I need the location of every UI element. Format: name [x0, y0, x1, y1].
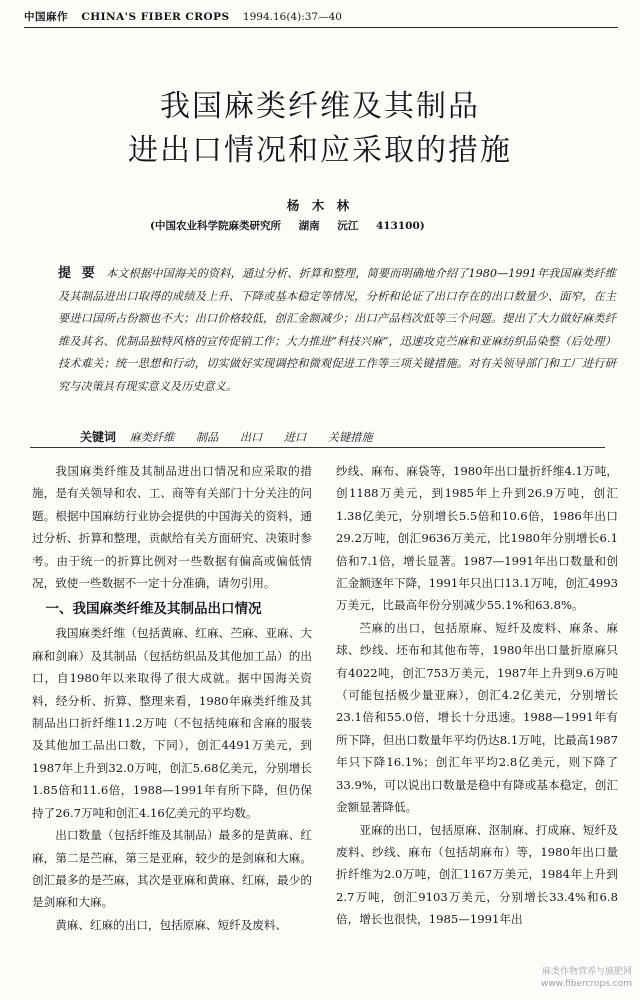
keyword: 麻类纤维 [129, 431, 175, 444]
body-column-right [336, 460, 618, 931]
author: 杨 木 林 [286, 198, 354, 213]
running-header [24, 9, 624, 25]
keyword: 进口 [283, 431, 307, 444]
journal-name-en: CHINA'S FIBER CROPS [81, 11, 230, 23]
body-paragraph: 出口数量（包括纤维及其制品）最多的是黄麻、红麻，第二是苎麻，第三是亚麻，较少的是剑麻和大麻。创汇最多的是苎麻，其次是亚麻和黄麻、红麻，最少的是剑麻和大麻。 [32, 828, 312, 910]
abstract-divider [30, 447, 605, 448]
section-heading: 一、我国麻类纤维及其制品出口情况 [45, 601, 262, 618]
abstract-label: 提 要 [58, 266, 98, 281]
affiliation [150, 218, 530, 233]
body-paragraph: 亚麻的出口，包括原麻、沤制麻、打成麻、短纤及废料、纱线、麻布（包括胡麻布）等，1980年出口量折纤维为2.0万吨，创汇1167万美元，1984年上升到2.7万吨，创汇9103万美元，分别增长33.4%和6.8倍，增长也很快，1985—1991年出 [336, 822, 618, 927]
article-title-line1: 我国麻类纤维及其制品 [160, 89, 480, 124]
body-paragraph: 苎麻的出口，包括原麻、短纤及废料、麻条、麻球、纱线、坯布和其他布等，1980年出口量折原麻只有4022吨，创汇753万美元，1987年上升到9.6万吨（可能包括极少量亚麻），创汇4.2亿美元，分别增长23.1倍和55.0倍，增长十分迅速。1988—1991年有所下降，但出口数量年平均仍达8.1万吨，比最高1987年只下降16.1%；创汇年平均2.8亿美元，则下降了33.9%，可以说出口数量是稳中有降或基本稳定，创汇金额显著降低。 [336, 620, 618, 815]
citation: 1994.16(4):37—40 [242, 11, 342, 23]
article-title-line2: 进出口情况和应采取的措施 [128, 133, 512, 168]
affiliation-institute: (中国农业科学院麻类研究所 [150, 220, 281, 232]
journal-name-cn: 中国麻作 [24, 11, 68, 23]
body-paragraph: 纱线、麻布、麻袋等，1980年出口量折纤维4.1万吨，创1188万美元，到1985年上升到26.9万吨，创汇1.38亿美元，分别增长5.5倍和10.6倍，1986年出口29.2万吨，创汇9636万美元，比1980年分别增长6.1倍和7.1倍，增长显著。1987—1991年出口数量和创汇金额逐年下降，1991年只出口13.1万吨，创汇4993万美元，比最高年份分别减少55.1%和63.8%。 [336, 464, 618, 613]
abstract-text: 本文根据中国海关的资料，通过分析、折算和整理，简要而明确地介绍了1980—1991年我国麻类纤维及其制品进出口取得的成绩及上升、下降或基本稳定等情况，分析和论证了出口存在的出口数量少、面窄，在主要进口国所占份额也不大；出口价格较低，创汇金额减少；出口产品档次低等三个问题。提出了大力做好麻类纤维及其名、优制品独特风格的宣传促销工作；大力推进“科技兴麻”，迅速攻克苎麻和亚麻纺织品染整（后处理）技术难关；统一思想和行动，切实做好实现调控和微观促进工作等三项关键措施。对有关领导部门和工厂进行研究与决策具有现实意义及历史意义。 [58, 267, 616, 393]
header-divider [24, 27, 618, 28]
body-paragraph: 我国麻类纤维（包括黄麻、红麻、苎麻、亚麻、大麻和剑麻）及其制品（包括纺织品及其他加工品）的出口，自1980年以来取得了很大成就。据中国海关资料，经分析、折算、整理来看，1980年麻类纤维及其制品出口折纤维11.2万吨（不包括纯麻和含麻的服装及其他加工品出口数，下同），创汇4491万美元，到1987年上升到32.0万吨，创汇5.68亿美元，分别增长1.85倍和11.6倍，1988—1991年有所下降，但仍保持了26.7万吨和创汇4.16亿美元的平均数。 [32, 626, 312, 820]
keyword: 出口 [239, 431, 263, 444]
affiliation-city: 沅江 [337, 220, 359, 232]
abstract [58, 263, 616, 399]
affiliation-postcode: 413100) [375, 220, 425, 232]
affiliation-province: 湖南 [298, 220, 320, 232]
watermark [512, 966, 632, 990]
keyword: 关键措施 [327, 431, 373, 444]
body-column-left [32, 460, 312, 936]
body-paragraph: 黄麻、红麻的出口，包括原麻、短纤及废料、 [55, 917, 288, 932]
body-paragraph: 我国麻类纤维及其制品进出口情况和应采取的措施，是有关领导和农、工、商等有关部门十分关注的问题。根据中国麻纺行业协会提供的中国海关的资料，通过分析、折算和整理，贡献给有关方面研究、决策时参考。由于统一的折算比例对一些数据有偏高或偏低情况，致使一些数据不一定十分准确，请勿引用。 [32, 464, 312, 591]
watermark-url: www.fibercrops.com [541, 979, 632, 989]
keywords [80, 428, 620, 445]
keyword: 制品 [195, 431, 219, 444]
keywords-label: 关键词 [80, 430, 117, 444]
watermark-site-name: 麻类作物营养与施肥网 [541, 967, 632, 977]
